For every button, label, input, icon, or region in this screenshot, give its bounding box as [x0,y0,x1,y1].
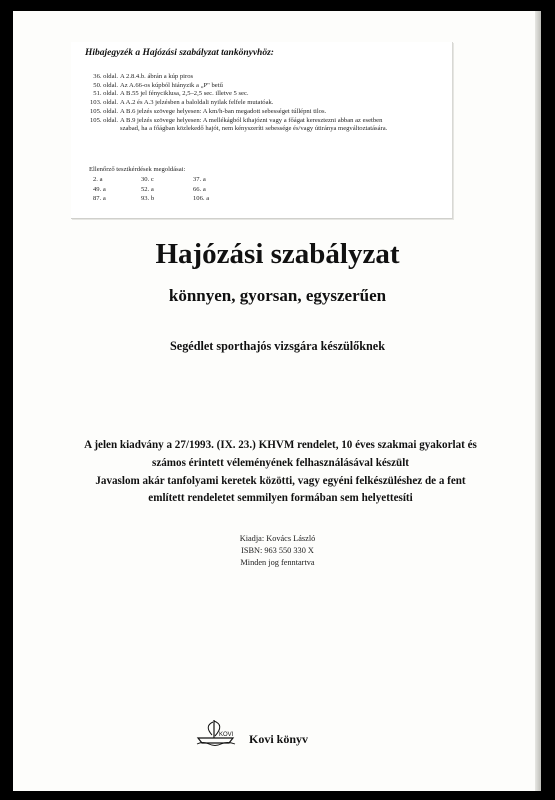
publication-info [0,533,555,570]
answer-cell: 66. a [193,185,206,193]
errata-page: 50. oldal. [93,81,118,89]
book-title: Hajózási szabályzat [155,238,400,270]
answers-title: Ellenőrző tesztkérdések megoldásai: [89,166,186,173]
book-subtitle: könnyen, gyorsan, egyszerűen [168,286,387,305]
answer-cell: 106. a [193,195,210,202]
publisher-line: Kiadja: Kovács László [239,534,316,543]
page-edge [535,11,541,791]
answer-cell: 37. a [193,176,206,183]
isbn-line: ISBN: 963 550 330 X [241,546,314,556]
logo-text: KOVI [219,732,234,738]
errata-page: 105. oldal. [89,107,118,115]
answers-row [93,194,241,204]
notice-line: A jelen kiadvány a 27/1993. (IX. 23.) KHVM rendelet, 10 éves szakmai gyakorlat és [84,439,477,451]
errata-text: A B.9 jelzés szövege helyesen: A mellékágból kihajózni vagy a főágat keresztezni abban az esetben szabad, ha a főágban közlekedő hajót, nem kényszeríti sebessége és/vagy útiránya megváltoztatására. [120,116,388,133]
errata-list [89,73,449,134]
rights-line: Minden jog fenntartva [240,558,315,568]
errata-item [89,73,449,82]
errata-item [89,108,449,117]
errata-item [89,99,449,108]
answer-cell: 87. a [93,195,106,202]
errata-page: 103. oldal. [89,99,118,107]
errata-text: Az A.66-os kúpból hiányzik a „P" betű [120,81,223,89]
errata-page: 36. oldal. [93,73,118,80]
errata-text: A 2.8.4.b. ábrán a kúp piros [120,73,194,80]
answer-cell: 49. a [93,185,106,193]
answers-grid [93,175,241,204]
ship-icon [195,718,237,746]
notice-line: említett rendeletet semmilyen formában sem helyettesíti [148,492,413,505]
notice-line: Javaslom akár tanfolyami keretek közötti, vagy egyéni felkészüléshez de a fent [95,474,466,487]
legal-notice [28,437,533,508]
publisher-name: Kovi könyv [249,732,309,746]
answer-cell: 93. b [141,195,155,202]
errata-item [89,90,449,99]
errata-item [89,117,449,134]
answers-row [93,185,241,195]
errata-text: A A.2 és A.3 jelzésben a baloldali nyilak felfele mutatóak. [120,99,274,107]
errata-text: A B.6 jelzés szövege helyesen: A km/h-ban megadott sebességet túllépni tilos. [120,107,327,115]
errata-title: Hibajegyzék a Hajózási szabályzat tankönyvhöz: [85,48,274,58]
notice-line: számos érintett véleményének felhasználásával készült [152,456,409,469]
answers-row [93,175,241,185]
errata-page: 51. oldal. [93,90,118,98]
errata-item [89,82,449,91]
answer-cell: 52. a [141,185,154,193]
answer-cell: 30. c [141,176,154,183]
book-tagline: Segédlet sporthajós vizsgára készülőknek [170,339,385,353]
errata-page: 105. oldal. [89,116,118,124]
errata-text: A B.55 jel fényciklusa, 2,5–2,5 sec. illetve 5 sec. [120,90,249,98]
answer-cell: 2. a [93,176,103,183]
errata-slip [71,42,453,219]
